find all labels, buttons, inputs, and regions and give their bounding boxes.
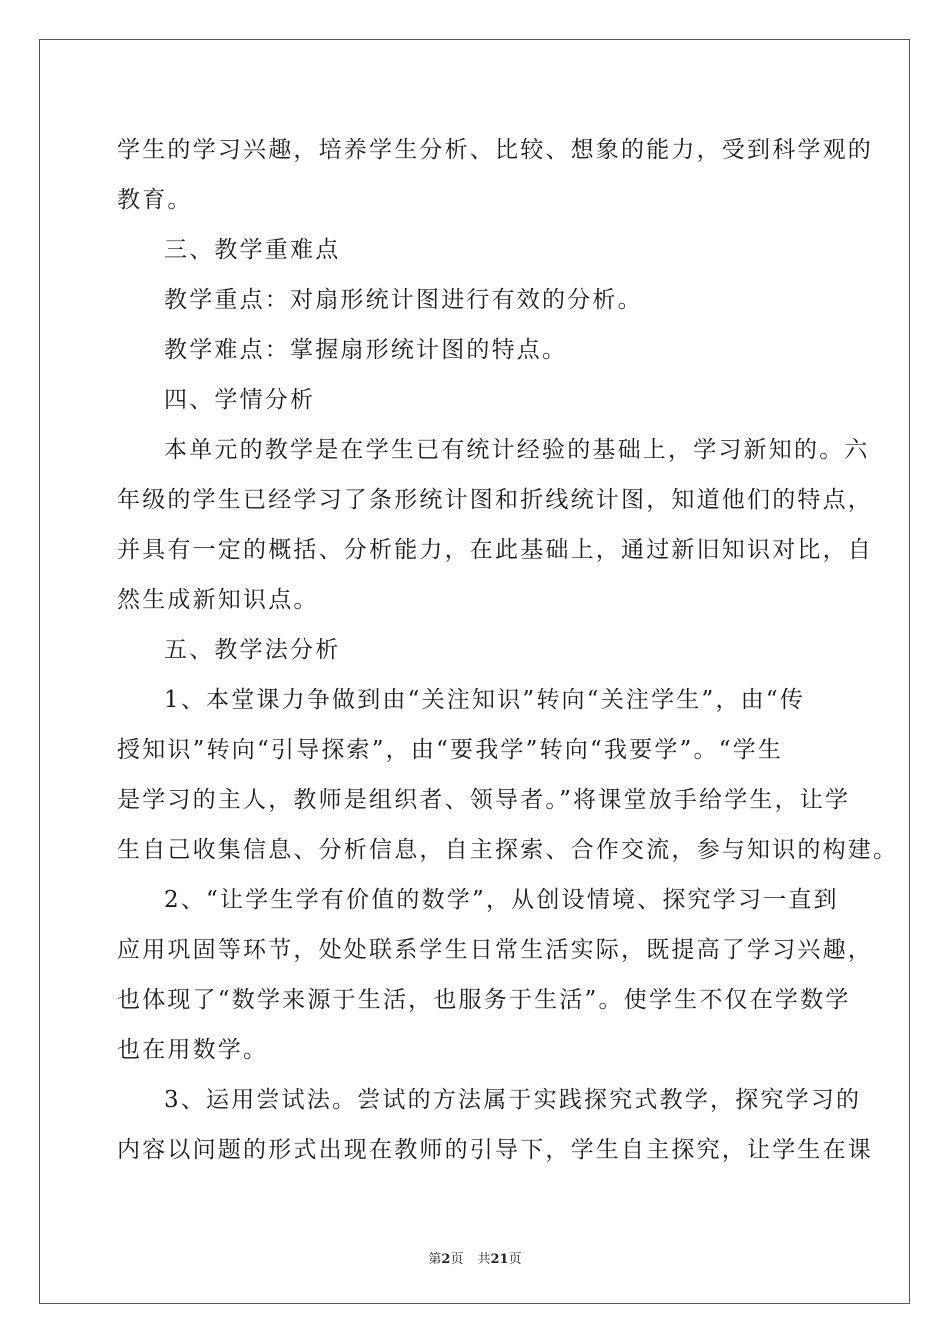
body-line: 应用巩固等环节，处处联系学生日常生活实际，既提高了学习兴趣，	[117, 937, 873, 963]
total-pages-suffix: 页	[508, 1252, 522, 1267]
body-line: 年级的学生已经学习了条形统计图和折线统计图，知道他们的特点，	[117, 487, 873, 513]
total-pages: 21	[490, 1252, 509, 1267]
body-line: 1、本堂课力争做到由“关注知识”转向“关注学生”，由“传	[164, 687, 806, 713]
body-line: 然生成新知识点。	[117, 587, 319, 613]
page-number-prefix: 第	[428, 1252, 442, 1267]
total-pages-prefix: 共	[477, 1252, 491, 1267]
page-footer	[0, 1248, 950, 1267]
body-line: 教育。	[117, 187, 193, 213]
body-line: 学生的学习兴趣，培养学生分析、比较、想象的能力，受到科学观的	[117, 137, 873, 163]
body-line: 授知识”转向“引导探索”，由“要我学”转向“我要学”。“学生	[117, 737, 784, 763]
section-heading: 五、教学法分析	[164, 637, 341, 663]
page-number-suffix: 页	[450, 1252, 464, 1267]
document-body	[117, 125, 899, 1175]
section-heading: 四、学情分析	[164, 387, 316, 413]
body-line: 也体现了“数学来源于生活，也服务于生活”。使学生不仅在学数学	[117, 987, 851, 1013]
section-heading: 三、教学重难点	[164, 237, 341, 263]
body-line: 3、运用尝试法。尝试的方法属于实践探究式教学，探究学习的	[164, 1087, 862, 1113]
body-line: 生自己收集信息、分析信息，自主探索、合作交流，参与知识的构建。	[117, 837, 899, 863]
body-line: 教学重点：对扇形统计图进行有效的分析。	[164, 287, 643, 313]
page-number: 2	[441, 1252, 451, 1267]
body-line: 也在用数学。	[117, 1037, 269, 1063]
body-line: 2、“让学生学有价值的数学”，从创设情境、探究学习一直到	[164, 887, 839, 913]
body-line: 是学习的主人，教师是组织者、领导者。”将课堂放手给学生，让学	[117, 787, 851, 813]
body-line: 本单元的教学是在学生已有统计经验的基础上，学习新知的。六	[164, 437, 870, 463]
body-line: 并具有一定的概括、分析能力，在此基础上，通过新旧知识对比，自	[117, 537, 873, 563]
body-line: 内容以问题的形式出现在教师的引导下，学生自主探究，让学生在课	[117, 1137, 873, 1163]
body-line: 教学难点：掌握扇形统计图的特点。	[164, 337, 568, 363]
